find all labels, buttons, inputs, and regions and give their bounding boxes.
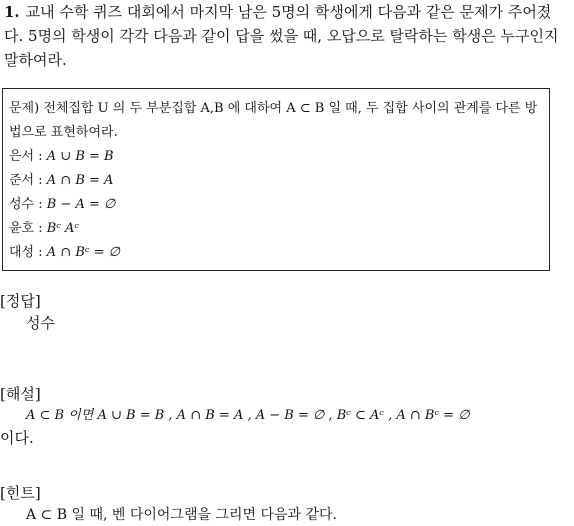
- answer-expression: A ∩ Bᶜ = ∅: [46, 245, 120, 260]
- explanation-section: [0, 383, 572, 449]
- answer-heading: [정답]: [0, 292, 41, 310]
- answer-expression: Bᶜ Aᶜ: [46, 221, 80, 236]
- explanation-line: A ⊂ B 이면 A ∪ B = B , A ∩ B = A , A − B = ∅ , Bᶜ ⊂ Aᶜ , A ∩ Bᶜ = ∅: [26, 408, 470, 423]
- hint-heading: [힌트]: [0, 484, 41, 502]
- student-name: 준서: [9, 173, 35, 188]
- hint-line: A ⊂ B 일 때, 벤 다이어그램을 그리면 다음과 같다.: [26, 507, 337, 523]
- student-name: 윤호: [9, 221, 35, 236]
- student-name: 대성: [9, 245, 35, 260]
- question-block: [4, 0, 570, 72]
- question-number: 1.: [4, 3, 20, 21]
- answer-item: 은서 : A ∪ B = B: [9, 149, 114, 164]
- explanation-heading: [해설]: [0, 385, 41, 403]
- answer-item: 성수 : B − A = ∅: [9, 197, 116, 212]
- answer-item: 준서 : A ∩ B = A: [9, 173, 114, 188]
- explanation-ending: 이다.: [0, 429, 34, 447]
- answer-expression: A ∩ B = A: [46, 173, 114, 188]
- problem-prompt: 문제) 전체집합 U 의 두 부분집합 A,B 에 대하여 A ⊂ B 일 때, 두 집합 사이의 관계를 다른 방법으로 표현하여라.: [9, 101, 538, 140]
- answer-item: 대성 : A ∩ Bᶜ = ∅: [9, 245, 120, 260]
- problem-box: [2, 88, 550, 271]
- answer-item: 윤호 : Bᶜ Aᶜ: [9, 221, 80, 236]
- answer-section: [0, 290, 55, 334]
- student-name: 은서: [9, 149, 35, 164]
- student-name: 성수: [9, 197, 35, 212]
- question-text: 교내 수학 퀴즈 대회에서 마지막 남은 5명의 학생에게 다음과 같은 문제가 주어졌다. 5명의 학생이 각각 다음과 같이 답을 썼을 때, 오답으로 탈락하는 학생은 누구인지 말하여라.: [4, 3, 559, 69]
- answer-expression: A ∪ B = B: [46, 149, 114, 164]
- answer-value: 성수: [26, 314, 55, 332]
- hint-section: [0, 482, 337, 526]
- answer-expression: B − A = ∅: [46, 197, 116, 212]
